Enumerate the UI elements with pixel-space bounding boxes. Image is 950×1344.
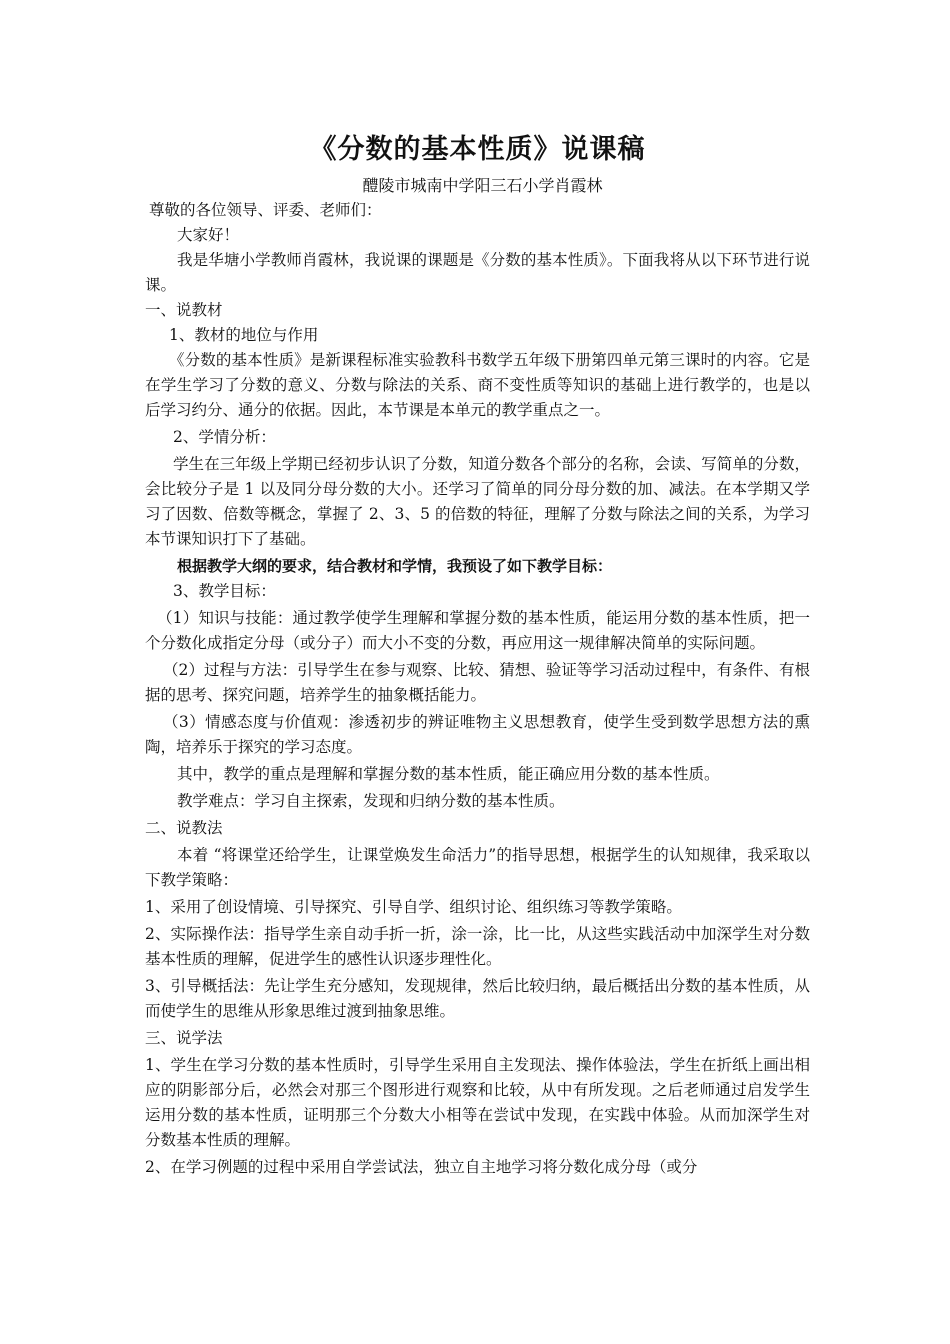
section2-item1: 1、采用了创设情境、引导探究、引导自学、组织讨论、组织练习等教学策略。 xyxy=(145,898,682,916)
goal-intro: 根据教学大纲的要求，结合教材和学情，我预设了如下教学目标： xyxy=(177,557,613,575)
document-title: 《分数的基本性质》说课稿 xyxy=(309,134,646,165)
document-author: 醴陵市城南中学阳三石小学肖霞林 xyxy=(362,176,603,195)
section1-sub1-heading: 1、教材的地位与作用 xyxy=(169,326,319,344)
goal-knowledge: （1）知识与技能：通过教学使学生理解和掌握分数的基本性质，能运用分数的基本性质，把一个分数化成指定分母（或分子）而大小不变的分数，再应用这一规律解决简单的实际问题。 xyxy=(145,609,810,652)
section3-item2: 2、在学习例题的过程中采用自学尝试法，独立自主地学习将分数化成分母（或分 xyxy=(145,1158,698,1176)
section1-sub2-heading: 2、学情分析： xyxy=(173,428,276,446)
section3-item1: 1、学生在学习分数的基本性质时，引导学生采用自主发现法、操作体验法，学生在折纸上画出相应的阴影部分后，必然会对那三个图形进行观察和比较，从中有所发现。之后老师通过启发学生运用分数的基本性质，证明那三个分数大小相等在尝试中发现，在实践中体验。从而加深学生对分数基本性质的理解。 xyxy=(145,1056,810,1149)
section2-intro: 本着 “将课堂还给学生，让课堂焕发生命活力”的指导思想，根据学生的认知规律，我采取以下教学策略： xyxy=(145,846,810,889)
section1-sub2-text: 学生在三年级上学期已经初步认识了分数，知道分数各个部分的名称，会读、写简单的分数，会比较分子是 1 以及同分母分数的大小。还学习了简单的同分母分数的加、减法。在本学期又学习了因数、倍数等概念，掌握了 2、3、5 的倍数的特征，理解了分数与除法之间的关系，为学习本节课知识打下了基础。 xyxy=(145,455,810,548)
section1-sub3-heading: 3、教学目标： xyxy=(173,582,276,600)
key-point: 其中，教学的重点是理解和掌握分数的基本性质，能正确应用分数的基本性质。 xyxy=(177,765,720,783)
section1-sub1-text: 《分数的基本性质》是新课程标准实验教科书数学五年级下册第四单元第三课时的内容。它是在学生学习了分数的意义、分数与除法的关系、商不变性质等知识的基础上进行教学的，也是以后学习约分、通分的依据。因此，本节课是本单元的教学重点之一。 xyxy=(145,351,810,419)
section2-item2: 2、实际操作法：指导学生亲自动手折一折，涂一涂，比一比，从这些实践活动中加深学生对分数基本性质的理解，促进学生的感性认识逐步理性化。 xyxy=(145,925,810,968)
goal-emotion: （3）情感态度与价值观：渗透初步的辨证唯物主义思想教育，使学生受到数学思想方法的熏陶，培养乐于探究的学习态度。 xyxy=(145,713,810,756)
salutation: 尊敬的各位领导、评委、老师们： xyxy=(149,201,382,219)
section3-heading: 三、说学法 xyxy=(145,1029,223,1047)
section2-item3: 3、引导概括法：先让学生充分感知，发现规律，然后比较归纳，最后概括出分数的基本性质，从而使学生的思维从形象思维过渡到抽象思维。 xyxy=(145,977,810,1020)
greeting: 大家好！ xyxy=(177,226,240,244)
document-page xyxy=(145,128,810,1180)
difficulty: 教学难点：学习自主探索，发现和归纳分数的基本性质。 xyxy=(177,792,565,810)
section1-heading: 一、说教材 xyxy=(145,301,223,319)
goal-process: （2）过程与方法：引导学生在参与观察、比较、猜想、验证等学习活动过程中，有条件、有根据的思考、探究问题，培养学生的抽象概括能力。 xyxy=(145,661,810,704)
section2-heading: 二、说教法 xyxy=(145,819,223,837)
intro-paragraph: 我是华塘小学教师肖霞林，我说课的课题是《分数的基本性质》。下面我将从以下环节进行说课。 xyxy=(145,251,810,294)
